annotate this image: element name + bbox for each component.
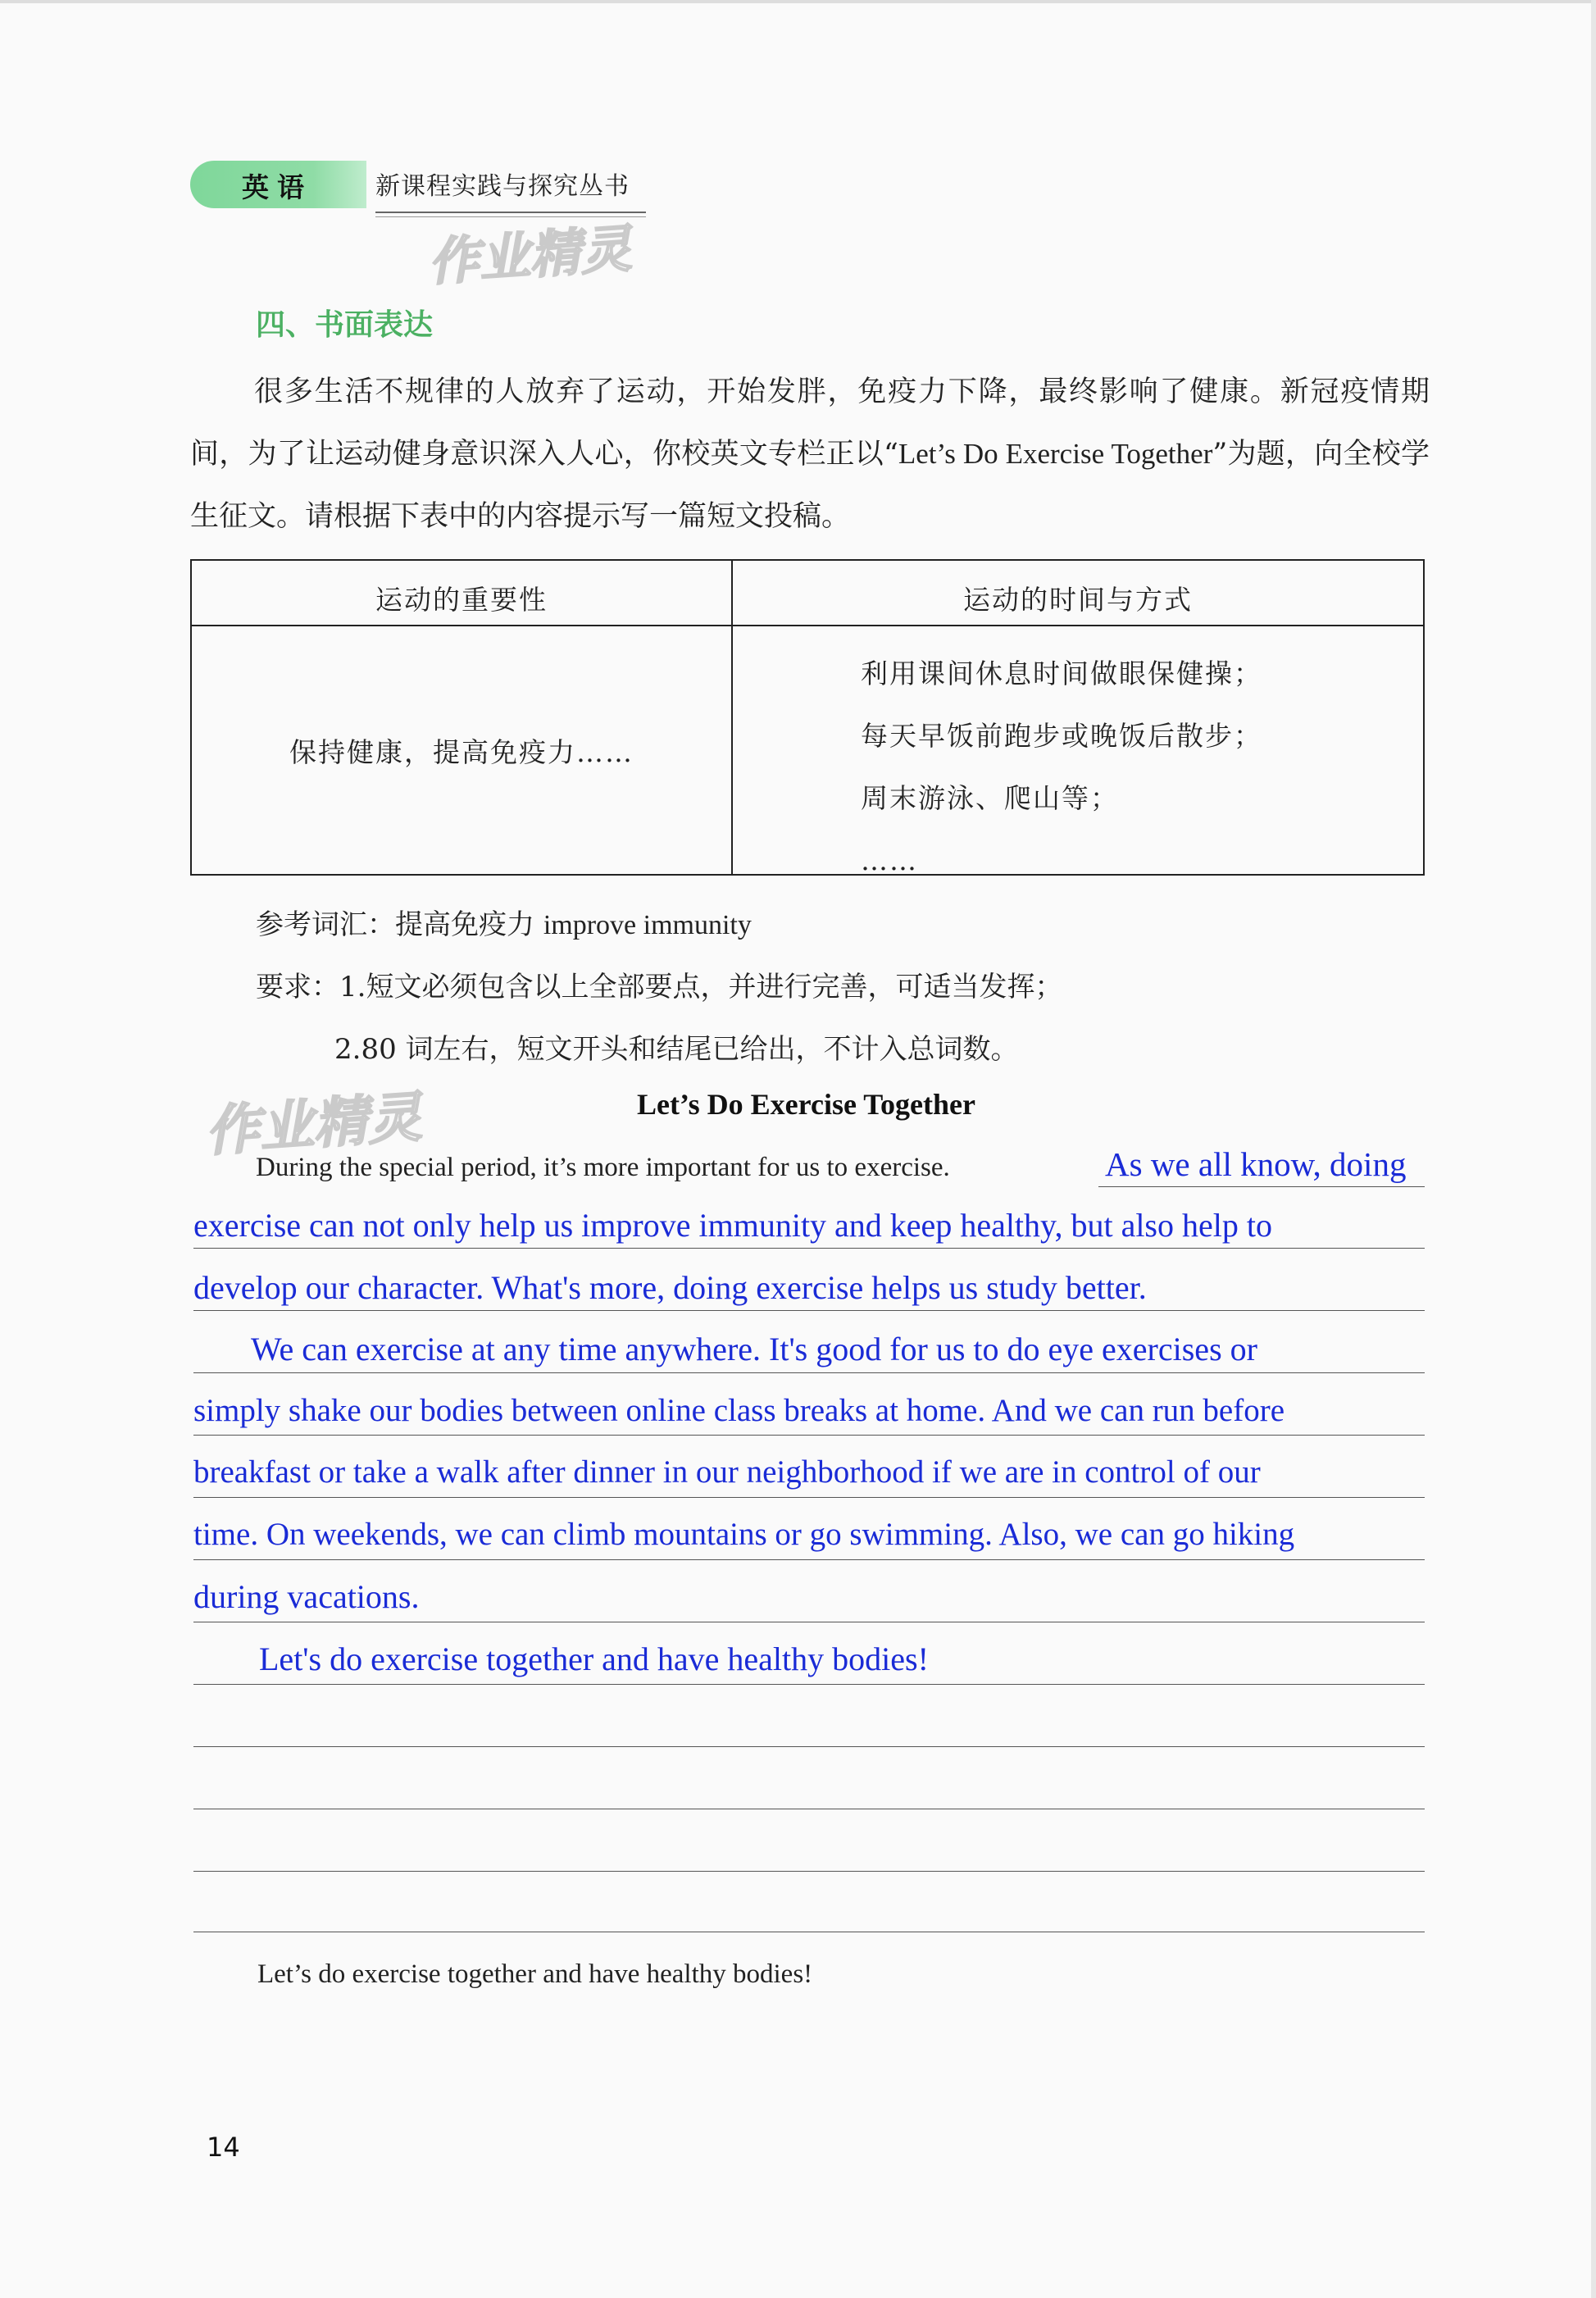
subject-label: 英语	[242, 171, 312, 203]
list-item: ……	[861, 844, 918, 876]
writing-line	[193, 1435, 1425, 1436]
answer-line: As we all know, doing	[1105, 1145, 1407, 1183]
prompt-title-en: Let’s Do Exercise Together	[898, 438, 1213, 470]
answer-line: during vacations.	[193, 1578, 420, 1615]
answer-line: simply shake our bodies between online class breaks at home. And we can run before	[193, 1393, 1285, 1428]
page-number: 14	[207, 2132, 240, 2163]
watermark: 作业精灵	[203, 1085, 424, 1164]
prompt-text: 很多生活不规律的人放弃了运动，开始发胖，免疫力下降，最终影响了健康。新冠疫情期间，为了让运动健身意识深入人心，你校英文专栏正以“	[190, 375, 1430, 471]
table-cell-importance: 保持健康，提高免疫力……	[289, 736, 634, 768]
list-item: 周末游泳、爬山等；	[861, 782, 1119, 814]
writing-line	[193, 1310, 1425, 1311]
writing-line	[193, 1497, 1425, 1498]
answer-line: develop our character. What's more, doing exercise helps us study better.	[193, 1269, 1147, 1306]
answer-line: breakfast or take a walk after dinner in our neighborhood if we are in control of our	[193, 1454, 1261, 1490]
writing-line	[193, 1746, 1425, 1747]
vocab-en: improve immunity	[543, 910, 752, 940]
list-item: 每天早饭前跑步或晚饭后散步；	[861, 720, 1262, 752]
table-header-time-and-way: 运动的时间与方式	[963, 584, 1193, 616]
scan-edge	[1591, 0, 1596, 2298]
answer-line: We can exercise at any time anywhere. It's good for us to do eye exercises or	[251, 1331, 1257, 1367]
essay-closing: Let’s do exercise together and have healthy bodies!	[257, 1959, 813, 1989]
prompt-text: ”为题，向全校学生征文。请根据下表中的内容提示写一篇短文投稿。	[190, 438, 1430, 533]
writing-prompt	[190, 361, 1430, 548]
scan-edge	[0, 0, 1596, 3]
vocab-label: 参考词汇：提高免疫力	[256, 908, 534, 941]
table-cell-time-and-way	[861, 643, 1262, 892]
writing-line	[193, 1684, 1425, 1685]
answer-line: Let's do exercise together and have healthy bodies!	[259, 1640, 929, 1677]
answer-line: time. On weekends, we can climb mountains or go swimming. Also, we can go hiking	[193, 1517, 1295, 1552]
requirement-line: 2.80 词左右，短文开头和结尾已给出，不计入总词数。	[334, 1033, 1019, 1066]
answer-line: exercise can not only help us improve immunity and keep healthy, but also help to	[193, 1207, 1272, 1244]
writing-line	[193, 1559, 1425, 1560]
essay-title: Let’s Do Exercise Together	[637, 1088, 975, 1121]
reference-vocabulary	[256, 902, 752, 942]
table-header-importance: 运动的重要性	[375, 584, 548, 616]
requirement-line: 要求：1.短文必须包含以上全部要点，并进行完善，可适当发挥；	[256, 971, 1063, 1003]
series-title: 新课程实践与探究丛书	[375, 172, 630, 201]
writing-line	[193, 1372, 1425, 1373]
table-divider	[192, 625, 1423, 626]
content-table	[190, 559, 1425, 876]
list-item: 利用课间休息时间做眼保健操；	[861, 658, 1262, 689]
writing-line	[1098, 1186, 1425, 1187]
writing-line	[193, 1871, 1425, 1872]
watermark: 作业精灵	[426, 218, 634, 293]
writing-line	[193, 1248, 1425, 1249]
section-title: 四、书面表达	[256, 308, 434, 342]
essay-opening: During the special period, it’s more important for us to exercise.	[256, 1153, 950, 1182]
